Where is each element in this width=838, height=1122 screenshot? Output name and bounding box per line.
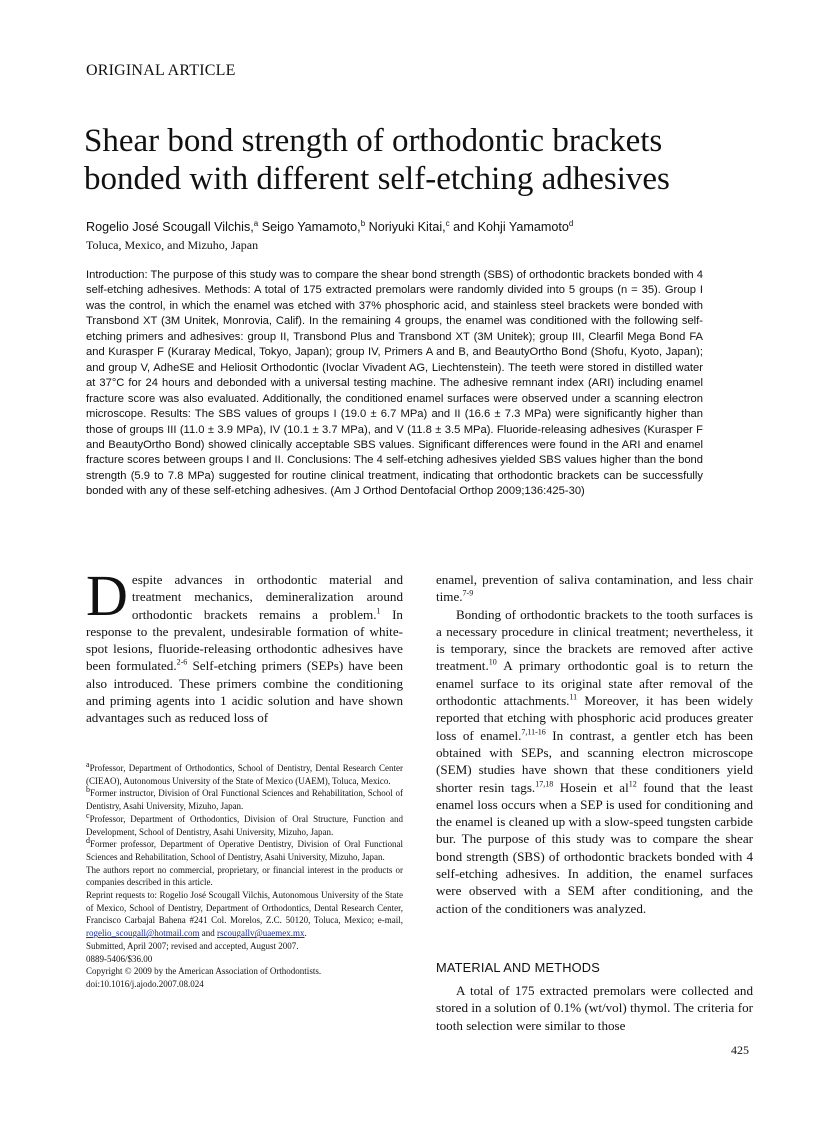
title-line-2: bonded with different self-etching adhesives bbox=[84, 161, 670, 197]
body-text: Moreover, it has been widely reported that etching with phosphoric acid produces greater loss of enamel. bbox=[436, 693, 753, 743]
reference-mark: 17,18 bbox=[535, 779, 554, 789]
reference-mark: 12 bbox=[628, 779, 637, 789]
abstract: Introduction: The purpose of this study was to compare the shear bond strength (SBS) of orthodontic brackets bonded with 4 self-etching adhesives. Methods: A total of 175 extracted premolars were randomly divided into 5 groups (n = 35). Group I was the control, in which the enamel was etched with 37% phosphoric acid, and stainless steel brackets were bonded with Transbond XT (3M Unitek, Monrovia, Calif). In the remaining 4 groups, the enamel was conditioned with the following self-etching primers and adhesives: group II, Transbond Plus and Transbond XT (3M Unitek); group III, Clearfil Mega Bond FA and Kurasper F (Kuraray Medical, Tokyo, Japan); group IV, Primers A and B, and BeautyOrtho Bond (Shofu, Kyoto, Japan); and group V, AdheSE and Heliosit Orthodontic (Ivoclar Vivadent AG, Liechtenstein). The teeth were stored in distilled water at 37°C for 24 hours and debonded with a universal testing machine. The adhesive remnant index (ARI) including enamel fracture score was also evaluated. Additionally, the conditioned enamel surfaces were observed under a scanning electron microscope. Results: The SBS values of groups I (19.0 ± 6.7 MPa) and II (16.6 ± 7.3 MPa) were significantly higher than those of groups III (11.0 ± 3.9 MPa), IV (10.1 ± 3.7 MPa), and V (11.8 ± 3.5 MPa). Fluoride-releasing adhesives (Kurasper F and BeautyOrtho Bond) showed clinically acceptable SBS values. Significant differences were found in the ARI and enamel fracture scores between groups I and II. Conclusions: The 4 self-etching adhesives yielded SBS values higher than the bond strength (5.9 to 7.8 MPa) suggested for routine clinical treatment, indicating that orthodontic brackets can be successfully bonded with any of these self-etching adhesives. (Am J Orthod Dentofacial Orthop 2009;136:425-30) bbox=[86, 269, 703, 498]
intro-text: Self-etching primers (SEPs) have been also introduced. These primers combine the conditioning and priming agents into 1 acidic solution and have shown advantages such as reduced loss of bbox=[86, 658, 403, 726]
intro-continuation bbox=[436, 571, 753, 606]
methods-paragraph: A total of 175 extracted premolars were collected and stored in a solution of 0.1% (wt/vol) thymol. The criteria for tooth selection were similar to those bbox=[436, 983, 753, 1033]
footnote-b bbox=[86, 787, 403, 812]
footnote-text: Professor, Department of Orthodontics, Division of Oral Structure, Function and Development, School of Dentistry, Asahi University, Mizuho, Japan. bbox=[86, 813, 403, 837]
body-text: found that the least enamel loss occurs when a SEP is used for conditioning and the enamel is cleaned up with a slow-speed tungsten carbide bur. The purpose of this study was to compare the shear bond strength (SBS) of orthodontic brackets bonded with 4 self-etching adhesives. In addition, the enamel surfaces were observed with a SEM after conditioning, and the action of the conditioners was analyzed. bbox=[436, 779, 753, 916]
reference-mark: 10 bbox=[488, 658, 497, 668]
reprint-text: . bbox=[304, 928, 307, 939]
reference-mark: 2-6 bbox=[176, 658, 188, 668]
reprint-text: Reprint requests to: Rogelio José Scougall Vilchis, Autonomous University of the State of Mexico, School of Dentistry, Department of Orthodontics, Dental Research Center, Francisco Carbajal Bahena #241 Col. Morelos, Z.C. 50120, Toluca, Mexico; e-mail, bbox=[86, 890, 403, 926]
author-list bbox=[86, 220, 766, 234]
footnote-mark: c bbox=[86, 810, 90, 820]
author-name: and Kohji Yamamoto bbox=[449, 220, 569, 234]
email-link[interactable]: rogelio_scougall@hotmail.com bbox=[86, 928, 200, 939]
footnotes bbox=[86, 762, 403, 991]
section-heading-methods: MATERIAL AND METHODS bbox=[436, 960, 600, 975]
body-text: In contrast, a gentler etch has been obtained with SEPs, and scanning electron microscope (SEM) studies have shown that these conditioners yield shorter resin tags. bbox=[436, 727, 753, 795]
intro-text: espite advances in orthodontic material and treatment mechanics, demineralization around orthodontic brackets remains a problem. bbox=[131, 572, 403, 622]
doi: doi:10.1016/j.ajodo.2007.08.024 bbox=[86, 978, 204, 989]
body-text: Hosein et al bbox=[553, 779, 629, 795]
footnote-c bbox=[86, 810, 403, 838]
intro-paragraph-2 bbox=[436, 606, 753, 917]
intro-text: In response to the prevalent, undesirable formation of white-spot lesions, fluoride-releasing orthodontic adhesives have been formulated. bbox=[86, 606, 403, 674]
body-text: A primary orthodontic goal is to return the enamel surface to its original state after removal of the orthodontic attachments. bbox=[436, 658, 753, 709]
author-affil-mark: d bbox=[568, 218, 574, 228]
author-name: Seigo Yamamoto, bbox=[258, 220, 361, 234]
intro-paragraph bbox=[86, 563, 403, 727]
drop-cap: D bbox=[86, 563, 128, 628]
body-text: Bonding of orthodontic brackets to the tooth surfaces is a necessary procedure in clinical treatment; nevertheless, it is temporary, since the brackets are removed after active treatment. bbox=[436, 606, 753, 674]
author-affil-mark: c bbox=[445, 218, 450, 228]
footnote-mark: b bbox=[86, 785, 90, 795]
author-affil-mark: a bbox=[253, 218, 259, 228]
page-number: 425 bbox=[731, 1043, 749, 1057]
footnote-text: Professor, Department of Orthodontics, School of Dentistry, Dental Research Center (CIEAO), Autonomous University of the State of Mexico (UAEM), Toluca, Mexico. bbox=[86, 763, 403, 786]
author-name: Rogelio José Scougall Vilchis, bbox=[86, 220, 254, 234]
author-affil-mark: b bbox=[360, 218, 366, 228]
issn: 0889-5406/$36.00 bbox=[86, 953, 153, 964]
reference-mark: 1 bbox=[376, 606, 381, 616]
email-link[interactable]: rscougallv@uaemex.mx bbox=[217, 928, 305, 939]
reference-mark: 7-9 bbox=[462, 588, 474, 598]
footnote-text: Former professor, Department of Operative Dentistry, Division of Oral Functional Sciences and Rehabilitation, School of Dentistry, Asahi University, Mizuho, Japan. bbox=[86, 839, 403, 862]
conflict-of-interest: The authors report no commercial, proprietary, or financial interest in the products or companies described in this article. bbox=[86, 864, 403, 888]
footnote-d bbox=[86, 838, 403, 863]
reprint-requests bbox=[86, 889, 403, 940]
author-locations: Toluca, Mexico, and Mizuho, Japan bbox=[86, 238, 259, 252]
reprint-text: and bbox=[199, 928, 218, 939]
footnote-mark: d bbox=[86, 836, 90, 846]
footnote-a bbox=[86, 762, 403, 787]
submission-dates: Submitted, April 2007; revised and accepted, August 2007. bbox=[86, 940, 299, 951]
article-title bbox=[84, 122, 764, 198]
title-line-1: Shear bond strength of orthodontic brackets bbox=[84, 123, 663, 159]
section-label: ORIGINAL ARTICLE bbox=[86, 62, 236, 79]
body-text: enamel, prevention of saliva contamination, and less chair time. bbox=[436, 572, 753, 605]
author-name: Noriyuki Kitai, bbox=[365, 220, 446, 234]
right-column bbox=[436, 571, 753, 917]
reference-mark: 11 bbox=[569, 692, 578, 702]
reference-mark: 7,11-16 bbox=[521, 727, 546, 737]
footnote-text: Former instructor, Division of Oral Functional Sciences and Rehabilitation, School of Dentistry, Asahi University, Mizuho, Japan. bbox=[86, 788, 403, 812]
footnote-mark: a bbox=[86, 760, 90, 769]
copyright: Copyright © 2009 by the American Association of Orthodontists. bbox=[86, 966, 322, 977]
